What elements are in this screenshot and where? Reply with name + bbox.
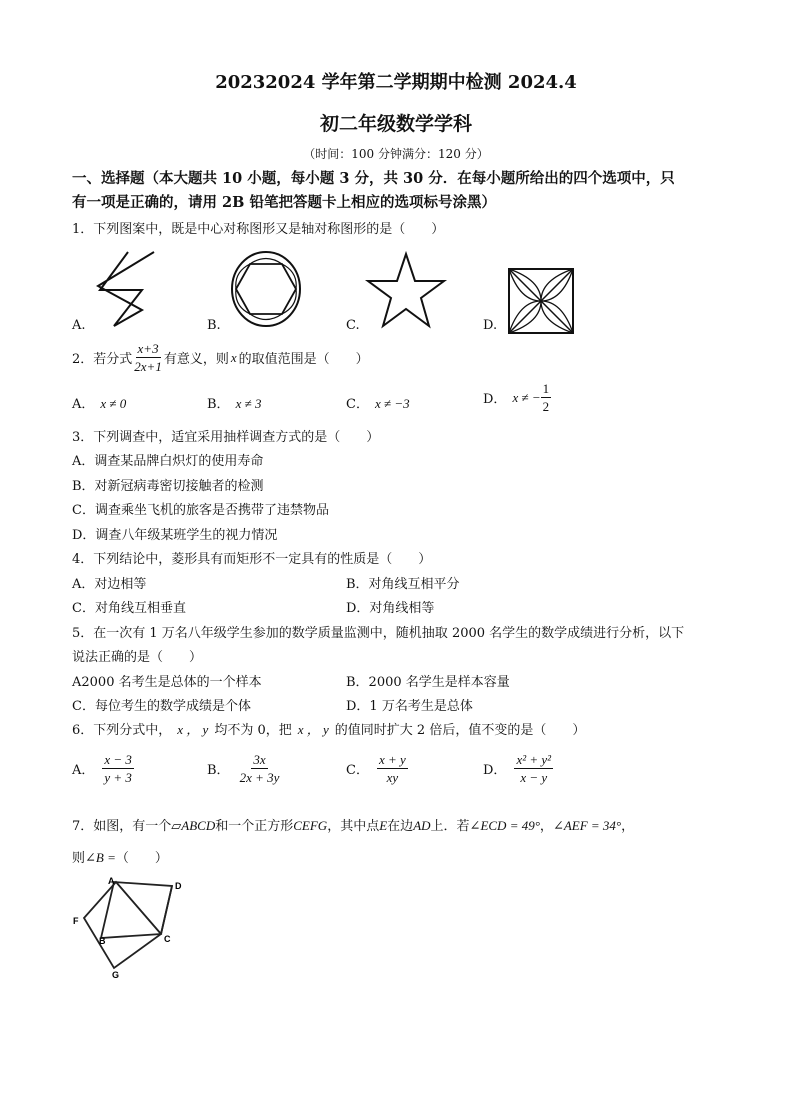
q7-label-g: G xyxy=(112,970,120,980)
q6-stem-mid2: 的值同时扩大 2 倍后，值不变的是（ ） xyxy=(334,723,586,738)
q7-stem-d: 在边 xyxy=(387,819,414,834)
q6-option-a-fraction xyxy=(102,752,134,785)
q5-stem-line2: 说法正确的是（ ） xyxy=(72,650,203,665)
q2-stem-pre: 2．若分式 xyxy=(72,352,133,367)
q7-line2-pre: 则 xyxy=(72,851,86,866)
q5-option-c: C．每位考生的数学成绩是个体 xyxy=(72,699,251,714)
q2-option-a-label: A． xyxy=(72,397,95,412)
q7-parallelogram: ▱ABCD xyxy=(171,818,216,833)
q7-stem-a: 7．如图，有一个 xyxy=(72,819,172,834)
q2-option-b xyxy=(207,393,261,412)
q3-option-b: B．对新冠病毒密切接触者的检测 xyxy=(72,479,264,494)
q2-stem-end: 的取值范围是（ ） xyxy=(238,352,369,367)
q2-fraction xyxy=(132,341,164,374)
q7-stem-f: ， xyxy=(621,819,635,834)
q4-option-a: A．对边相等 xyxy=(72,577,147,592)
section-heading-line2: 有一项是正确的，请用 2B 铅笔把答题卡上相应的选项标号涂黑） xyxy=(72,194,496,211)
q4-stem: 4．下列结论中，菱形具有而矩形不一定具有的性质是（ ） xyxy=(72,552,432,567)
section-heading-line1: 一、选择题（本大题共 10 小题，每小题 3 分，共 30 分．在每小题所给出的四个选项中，只 xyxy=(72,170,675,187)
q6-option-c-label: C． xyxy=(346,763,369,778)
q4-option-c: C．对角线互相垂直 xyxy=(72,601,186,616)
q1-label-c: C. xyxy=(346,318,360,333)
q1-figure-a xyxy=(96,250,158,330)
q7-label-b: B xyxy=(99,936,106,946)
q4-option-d: D．对角线相等 xyxy=(346,601,435,616)
q7-segment: AD xyxy=(413,818,431,833)
q1-figure-c xyxy=(366,252,446,328)
q7-label-d: D xyxy=(175,881,182,891)
q1-figure-d xyxy=(508,268,574,334)
q6-option-d-fraction xyxy=(514,752,553,785)
q2-option-d-den: 2 xyxy=(542,399,550,414)
q2-frac-den: 2x+1 xyxy=(134,359,162,374)
q2-frac-num: x+3 xyxy=(137,341,159,356)
q2-option-a-expr: x ≠ 0 xyxy=(100,396,127,411)
q3-stem: 3．下列调查中，适宜采用抽样调查方式的是（ ） xyxy=(72,430,380,445)
q6-option-d-num: x² + y² xyxy=(516,752,552,767)
q6-option-c-den: xy xyxy=(386,770,399,785)
q1-label-d: D. xyxy=(483,318,498,333)
q6-option-c-num: x + y xyxy=(378,752,406,767)
q4-option-b: B．对角线互相平分 xyxy=(346,577,460,592)
q2-option-b-expr: x ≠ 3 xyxy=(235,396,262,411)
q7-stem-b: 和一个正方形 xyxy=(215,819,294,834)
q6-option-b xyxy=(207,752,281,785)
q2-option-d-expr: x ≠ − xyxy=(512,389,541,405)
q6-stem xyxy=(72,719,585,738)
q5-option-b: B．2000 名学生是样本容量 xyxy=(346,675,510,690)
exam-title: 20232024 学年第二学期期中检测 2024.4 xyxy=(215,72,577,93)
q1-label-b: B. xyxy=(207,318,221,333)
q1-stem: 1．下列图案中，既是中心对称图形又是轴对称图形的是（ ） xyxy=(72,222,445,237)
q7-geometry-figure xyxy=(68,872,198,982)
q6-option-d-label: D． xyxy=(483,763,507,778)
q6-option-d xyxy=(483,752,553,785)
exam-subtitle: 初二年级数学学科 xyxy=(319,113,472,135)
q3-option-c: C．调查乘坐飞机的旅客是否携带了违禁物品 xyxy=(72,503,329,518)
q5-option-a: A2000 名考生是总体的一个样本 xyxy=(72,675,262,690)
q7-line2-post: （ ） xyxy=(115,851,168,866)
q7-label-c: C xyxy=(164,934,171,944)
q7-angle-b: ∠B = xyxy=(85,850,116,865)
q2-var: x xyxy=(230,349,237,365)
q2-option-a xyxy=(72,393,126,412)
exam-info: （时间：100 分钟满分：120 分） xyxy=(303,147,489,161)
q7-square: CEFG xyxy=(293,818,328,833)
q6-option-a xyxy=(72,752,134,785)
q6-option-b-num: 3x xyxy=(253,752,266,767)
q6-option-a-label: A． xyxy=(72,763,95,778)
q6-stem-pre: 6．下列分式中， xyxy=(72,723,172,738)
q2-option-d-fraction xyxy=(541,381,552,414)
q7-point: E xyxy=(379,818,388,833)
q7-stem-c: ，其中点 xyxy=(327,819,380,834)
q5-stem-line1: 5．在一次有 1 万名八年级学生参加的数学质量监测中，随机抽取 2000 名学生的数学成绩进行分析，以下 xyxy=(72,626,685,641)
q6-option-b-fraction xyxy=(238,752,282,785)
q2-option-d-num: 1 xyxy=(542,381,550,396)
q2-option-c-expr: x ≠ −3 xyxy=(374,396,410,411)
q1-figure-b xyxy=(230,250,304,328)
q6-option-a-den: y + 3 xyxy=(104,770,132,785)
q7-comma: ， xyxy=(539,819,553,834)
q2-option-c-label: C． xyxy=(346,397,369,412)
q6-option-a-num: x − 3 xyxy=(104,752,132,767)
q2-option-d-label: D． xyxy=(483,392,507,407)
q2-stem-post: 有意义，则 xyxy=(163,352,229,367)
q6-stem-mid: 均不为 0，把 xyxy=(214,723,292,738)
q5-option-d: D．1 万名考生是总体 xyxy=(346,699,473,714)
q7-angle-aef: ∠AEF = 34° xyxy=(552,818,622,833)
q6-option-b-den: 2x + 3y xyxy=(239,770,280,785)
q2-option-b-label: B． xyxy=(207,397,230,412)
q3-option-d: D．调查八年级某班学生的视力情况 xyxy=(72,528,278,543)
q7-label-f: F xyxy=(73,916,79,926)
q2-stem xyxy=(72,341,369,374)
q7-label-a: A xyxy=(108,876,115,886)
q3-option-a: A．调查某品牌白炽灯的使用寿命 xyxy=(72,454,264,469)
q7-stem-line2 xyxy=(72,847,168,866)
q6-stem-vars: x ， y xyxy=(177,722,209,737)
q6-option-c xyxy=(346,752,408,785)
q6-option-b-label: B． xyxy=(207,763,230,778)
q6-option-c-fraction xyxy=(377,752,408,785)
q6-stem-vars-2: x ， y xyxy=(297,722,329,737)
q6-option-d-den: x − y xyxy=(520,770,548,785)
q1-label-a: A. xyxy=(72,318,86,333)
q7-stem-line1 xyxy=(72,815,634,834)
q2-option-d xyxy=(483,381,551,414)
q2-option-c xyxy=(346,393,410,412)
q7-angle-ecd: ∠ECD = 49° xyxy=(469,818,540,833)
q7-stem-e: 上．若 xyxy=(430,819,470,834)
